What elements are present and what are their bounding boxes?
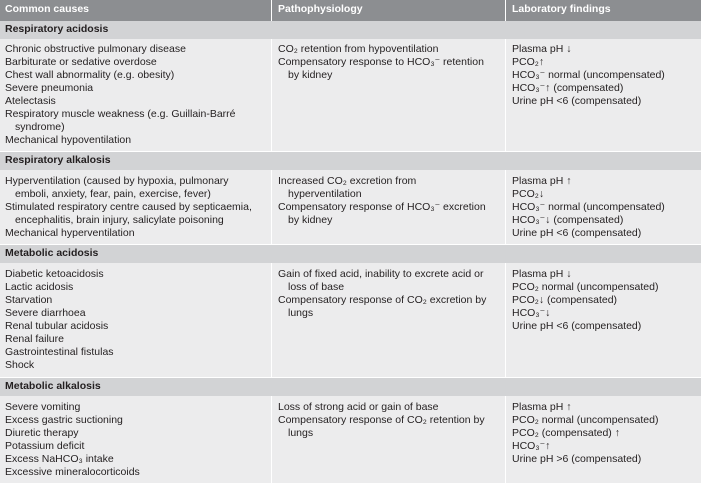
cause-line: Renal tubular acidosis [5,320,109,332]
lab-line: Urine pH >6 (compensated) [512,453,642,465]
causes-cell [5,175,267,240]
patho-line: by kidney [288,69,333,81]
section-heading-metabolic-alkalosis [0,378,701,396]
pathophysiology-cell [278,401,500,440]
lab-line: PCO₂↓ (compensated) [512,294,618,306]
causes-cell [5,43,267,147]
patho-line: Compensatory response of CO₂ retention by [278,414,485,426]
lab-line: HCO₃⁻↓ [512,307,551,319]
lab-line: Plasma pH ↓ [512,43,572,55]
patho-line: Gain of fixed acid, inability to excrete acid or [278,268,484,280]
causes-cell [5,268,267,372]
column-divider [271,396,272,483]
section-title: Respiratory alkalosis [5,154,111,166]
patho-line: loss of base [288,281,345,293]
row-divider [0,377,701,378]
header-common-causes: Common causes [5,3,90,15]
section-title: Respiratory acidosis [5,23,109,35]
cause-line: Chronic obstructive pulmonary disease [5,43,186,55]
patho-line: hyperventilation [288,188,362,200]
patho-line: Compensatory response to HCO₃⁻ retention [278,56,484,68]
header-laboratory-findings: Laboratory findings [512,3,611,15]
column-divider [505,263,506,377]
lab-line: Urine pH <6 (compensated) [512,227,642,239]
lab-findings-cell [512,43,697,108]
cause-line: Severe vomiting [5,401,81,413]
cause-line: Mechanical hypoventilation [5,134,132,146]
lab-line: Urine pH <6 (compensated) [512,320,642,332]
patho-line: lungs [288,427,314,439]
section-body-respiratory-acidosis [0,39,701,151]
cause-line: Excessive mineralocorticoids [5,466,140,478]
lab-findings-cell [512,268,697,333]
section-title: Metabolic acidosis [5,247,99,259]
cause-line: Stimulated respiratory centre caused by septicaemia, [5,201,252,213]
pathophysiology-cell [278,43,500,82]
section-body-metabolic-alkalosis [0,396,701,483]
lab-line: HCO₃⁻↑ [512,440,551,452]
patho-line: Compensatory response of HCO₃⁻ excretion [278,201,486,213]
pathophysiology-cell [278,268,500,320]
lab-line: PCO₂ normal (uncompensated) [512,414,659,426]
cause-line: Potassium deficit [5,440,85,452]
cause-line: emboli, anxiety, fear, pain, exercise, fever) [15,188,211,200]
lab-line: Plasma pH ↑ [512,175,572,187]
cause-line: Shock [5,359,35,371]
lab-line: PCO₂↑ [512,56,545,68]
cause-line: Excess NaHCO₃ intake [5,453,114,465]
column-divider [271,263,272,377]
section-heading-metabolic-acidosis [0,245,701,263]
section-title: Metabolic alkalosis [5,380,101,392]
patho-line: CO₂ retention from hypoventilation [278,43,439,55]
cause-line: Severe diarrhoea [5,307,86,319]
lab-line: HCO₃⁻ normal (uncompensated) [512,201,665,213]
cause-line: Respiratory muscle weakness (e.g. Guillain-Barré [5,108,236,120]
causes-cell [5,401,267,479]
column-divider [505,39,506,151]
patho-line: Compensatory response of CO₂ excretion by [278,294,487,306]
cause-line: Starvation [5,294,53,306]
lab-line: HCO₃⁻ normal (uncompensated) [512,69,665,81]
column-divider [505,396,506,483]
lab-line: HCO₃⁻↑ (compensated) [512,82,624,94]
lab-line: PCO₂ (compensated) ↑ [512,427,620,439]
cause-line: Lactic acidosis [5,281,74,293]
patho-line: Increased CO₂ excretion from [278,175,417,187]
cause-line: Hyperventilation (caused by hypoxia, pulmonary [5,175,229,187]
column-divider [271,170,272,244]
section-body-metabolic-acidosis [0,263,701,377]
lab-findings-cell [512,175,697,240]
lab-line: Urine pH <6 (compensated) [512,95,642,107]
section-heading-respiratory-acidosis [0,21,701,39]
cause-line: Atelectasis [5,95,56,107]
cause-line: Diabetic ketoacidosis [5,268,104,280]
cause-line: Gastrointestinal fistulas [5,346,114,358]
column-divider [505,0,506,21]
column-divider [271,39,272,151]
row-divider [0,244,701,245]
lab-line: PCO₂ normal (uncompensated) [512,281,659,293]
patho-line: lungs [288,307,314,319]
column-divider [271,0,272,21]
row-divider [0,151,701,152]
section-body-respiratory-alkalosis [0,170,701,244]
lab-line: PCO₂↓ [512,188,545,200]
cause-line: syndrome) [15,121,65,133]
patho-line: Loss of strong acid or gain of base [278,401,439,413]
cause-line: Barbiturate or sedative overdose [5,56,157,68]
lab-line: Plasma pH ↓ [512,268,572,280]
cause-line: Chest wall abnormality (e.g. obesity) [5,69,175,81]
column-divider [505,170,506,244]
section-heading-respiratory-alkalosis [0,152,701,170]
header-pathophysiology: Pathophysiology [278,3,363,15]
lab-line: HCO₃⁻↓ (compensated) [512,214,624,226]
cause-line: Excess gastric suctioning [5,414,123,426]
cause-line: Renal failure [5,333,64,345]
cause-line: encephalitis, brain injury, salicylate poisoning [15,214,224,226]
patho-line: by kidney [288,214,333,226]
lab-findings-cell [512,401,697,466]
cause-line: Severe pneumonia [5,82,94,94]
cause-line: Diuretic therapy [5,427,79,439]
lab-line: Plasma pH ↑ [512,401,572,413]
cause-line: Mechanical hyperventilation [5,227,135,239]
pathophysiology-cell [278,175,500,227]
table-header [0,0,701,21]
